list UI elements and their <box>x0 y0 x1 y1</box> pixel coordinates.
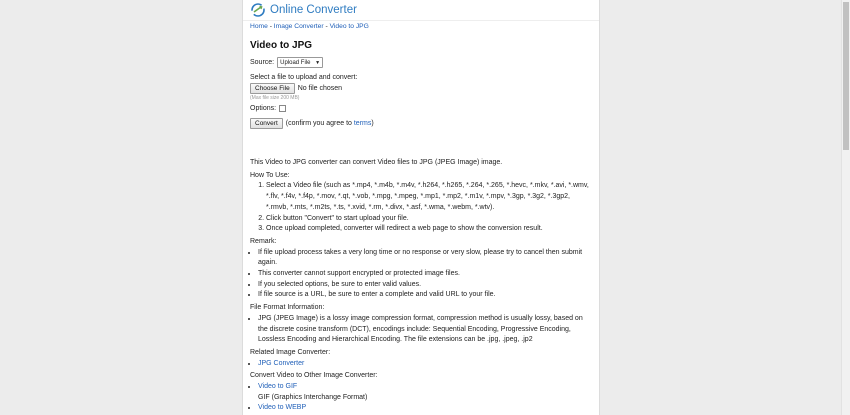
convert-row <box>250 118 592 129</box>
page-container <box>242 0 600 415</box>
terms-link[interactable]: terms <box>353 120 372 127</box>
options-label: Options: <box>250 105 277 112</box>
format-list <box>250 314 592 346</box>
logo-text[interactable]: Online Converter <box>270 4 357 16</box>
confirm-text <box>286 120 374 127</box>
remark-item: • If you selected options, be sure to enter valid values. <box>258 280 592 291</box>
jpg-converter-link[interactable]: JPG Converter <box>258 359 305 367</box>
remark-item: • This converter cannot support encrypted or protected image files. <box>258 269 592 280</box>
options-row <box>250 105 592 112</box>
choose-file-button[interactable]: Choose File <box>250 83 295 94</box>
other-heading: Convert Video to Other Image Converter: <box>250 372 378 380</box>
intro-text: This Video to JPG converter can convert Video files to JPG (JPEG Image) image. <box>250 159 503 166</box>
format-heading: File Format Information: <box>250 304 325 312</box>
convert-button[interactable]: Convert <box>250 118 283 129</box>
related-heading: Related Image Converter: <box>250 348 331 356</box>
howto-step: 3. Once upload completed, converter will redirect a web page to show the conversion result. <box>266 224 592 235</box>
no-file-text: No file chosen <box>297 85 343 92</box>
other-list <box>250 382 592 414</box>
confirm-text-post: ) <box>371 120 374 127</box>
breadcrumb-separator: - <box>323 23 330 30</box>
file-row <box>250 83 592 94</box>
howto-list <box>250 181 592 235</box>
remark-item: • If file upload process takes a very long time or no response or very slow, please try to cancel then submit again. <box>258 248 592 269</box>
other-item <box>258 382 592 403</box>
remark-item: • If file source is a URL, be sure to enter a complete and valid URL to your file. <box>258 290 592 301</box>
video-to-webp-link[interactable]: Video to WEBP <box>258 404 307 412</box>
breadcrumb-separator: - <box>267 23 274 30</box>
breadcrumb-image-converter[interactable]: Image Converter <box>273 23 324 30</box>
site-header <box>243 0 599 21</box>
max-size-hint: (Max file size 200 MB) <box>250 95 300 101</box>
related-item <box>258 359 592 370</box>
howto-heading: How To Use: <box>250 171 290 179</box>
related-list <box>250 359 592 370</box>
select-prompt: Select a file to upload and convert: <box>250 74 358 81</box>
options-checkbox[interactable] <box>279 105 286 112</box>
gif-description: GIF (Graphics Interchange Format) <box>258 393 368 401</box>
remark-list <box>250 248 592 302</box>
breadcrumb <box>250 23 592 30</box>
source-select-value: Upload File <box>280 59 311 66</box>
chevron-down-icon: ▼ <box>315 59 321 66</box>
format-item: • JPG (JPEG Image) is a lossy image compression format, compression method is usually lossy, based on the discrete cosine transform (DCT), encodings include: Sequential Encoding, Progressive Encoding, Lossless Encoding and Hierarchical Encoding. The file extensions can be .jpg, .jpeg, .jp2 <box>258 314 592 346</box>
page-title: Video to JPG <box>250 40 313 51</box>
source-row <box>250 57 592 68</box>
breadcrumb-video-to-jpg[interactable]: Video to JPG <box>329 23 369 30</box>
source-select[interactable] <box>277 57 323 68</box>
scrollbar-thumb[interactable] <box>843 2 849 150</box>
confirm-text-pre: (confirm you agree to <box>285 120 354 127</box>
source-label: Source: <box>250 59 275 66</box>
howto-step: 2. Click button "Convert" to start upload your file. <box>266 214 592 225</box>
scrollbar[interactable] <box>841 0 850 415</box>
breadcrumb-home[interactable]: Home <box>250 23 268 30</box>
converter-logo-icon[interactable] <box>251 3 265 17</box>
howto-step: 1. Select a Video file (such as *.mp4, *.m4b, *.m4v, *.h264, *.h265, *.264, *.265, *.hevc, *.mkv, *.avi, *.wmv, *.flv, *.f4v, *.f4p, *.mov, *.qt, *.vob, *.mpg, *.mpeg, *.mp1, *.mp2, *.m1v, *.mpv, *.3gp, *.3g2, *.3gp2, *.rmvb, *.mts, *.m2ts, *.ts, *.xvid, *.rm, *.divx, *.asf, *.wma, *.webm, *.wtv). <box>266 181 592 213</box>
other-item <box>258 403 592 414</box>
video-to-gif-link[interactable]: Video to GIF <box>258 383 298 391</box>
remark-heading: Remark: <box>250 237 277 245</box>
